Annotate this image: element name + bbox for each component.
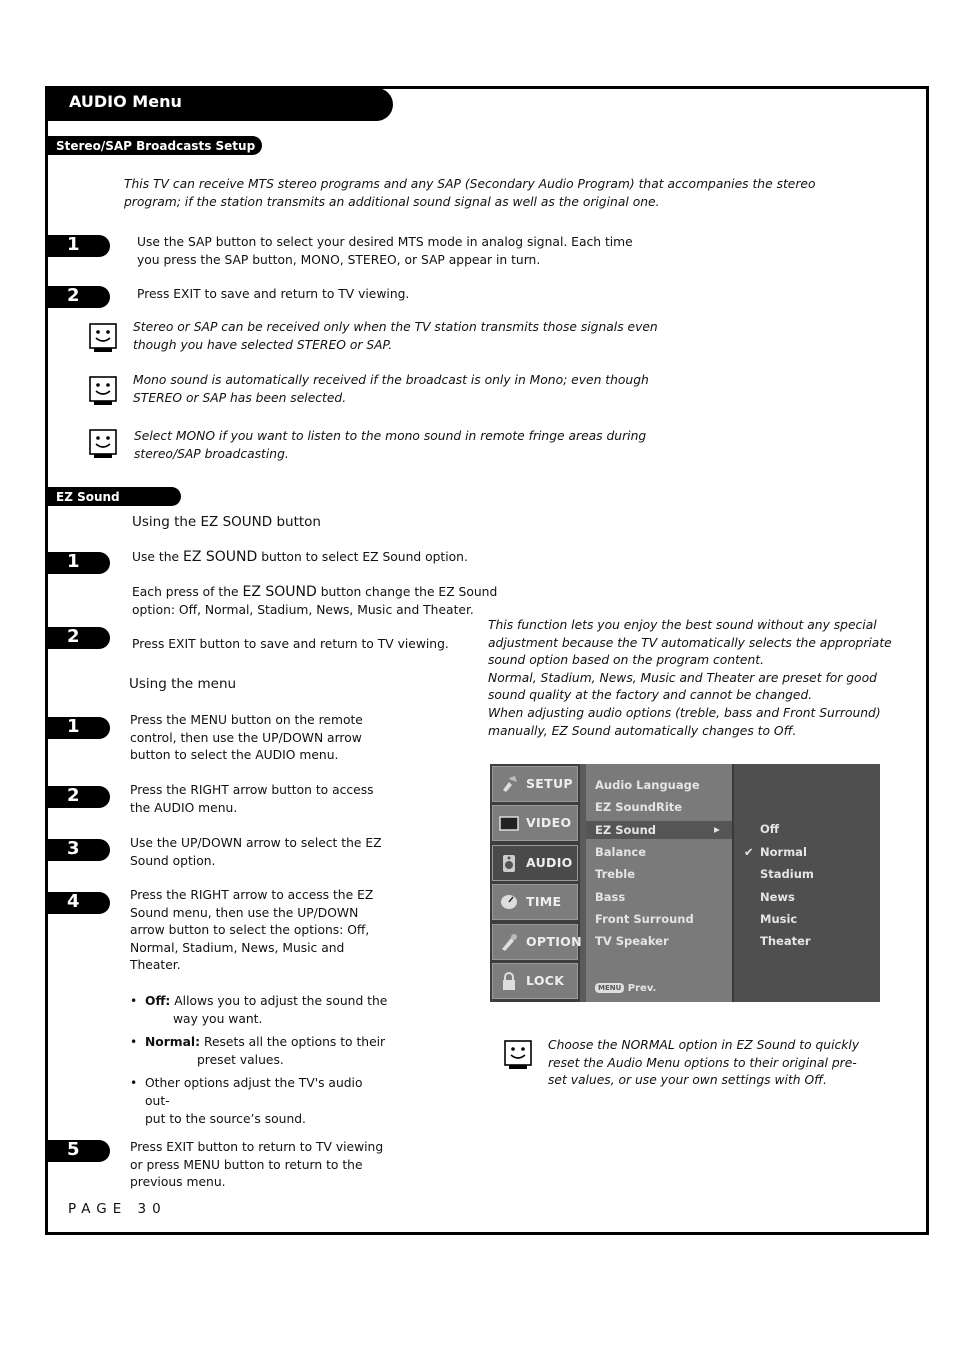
note-face-icon	[89, 429, 117, 459]
ez-button-step-2: Press EXIT button to save and return to TV viewing.	[132, 637, 449, 651]
section-header-sap	[48, 136, 262, 155]
section-header-ez-sound	[48, 487, 181, 506]
option-icon	[499, 932, 519, 952]
tv-item-ez-soundrite[interactable]: EZ SoundRite	[595, 800, 683, 814]
time-icon	[499, 892, 519, 912]
tv-item-treble[interactable]: Treble	[595, 867, 636, 881]
ez-button-step-1b: Each press of the EZ SOUND button change the EZ Sound option: Off, Normal, Stadium, News, Music and Theater.	[132, 584, 498, 617]
subheading-ez-button: Using the EZ SOUND button	[132, 514, 321, 530]
menu-key-icon: MENU	[595, 983, 624, 993]
note-face-icon	[89, 376, 117, 406]
tv-option-off[interactable]: Off	[760, 822, 780, 836]
check-icon: ✔	[744, 845, 754, 859]
step-number-badge: 2	[48, 627, 110, 649]
sap-note-2: Mono sound is automatically received if the broadcast is only in Mono; even though STEREO or SAP has been selected.	[133, 373, 649, 405]
page-title: AUDIO Menu	[69, 92, 182, 111]
sap-intro-line: This TV can receive MTS stereo programs and any SAP (Secondary Audio Program) that accompanies the stereo	[124, 177, 816, 191]
sap-intro-line: program; if the station transmits an additional sound signal as well as the original one.	[124, 194, 660, 209]
note-face-icon	[504, 1040, 532, 1070]
tv-tab-time[interactable]: TIME	[492, 884, 578, 920]
ez-sound-description: This function lets you enjoy the best sound without any special adjustment because the TV automatically selects the appropriate sound option based on the program content. Normal, Stadium, News, Music and Theater are preset for good sound quality at the factory and cannot be changed. When adjusting audio options (treble, bass and Front Surround) manually, EZ Sound automatically changes to Off.	[488, 618, 892, 738]
tv-tab-video[interactable]: VIDEO	[492, 805, 578, 841]
tv-tab-setup[interactable]: SETUP	[492, 766, 578, 802]
video-icon	[499, 813, 519, 833]
page-number: PAGE 30	[68, 1201, 167, 1217]
menu-step-3: Use the UP/DOWN arrow to select the EZ Sound option.	[130, 836, 382, 868]
step-number-badge: 2	[48, 286, 110, 308]
tv-option-theater[interactable]: Theater	[760, 934, 811, 948]
ez-sound-note: Choose the NORMAL option in EZ Sound to quickly reset the Audio Menu options to their original pre- set values, or use your own settings with Off.	[548, 1038, 860, 1088]
subheading-menu: Using the menu	[129, 676, 237, 692]
step-number-badge: 5	[48, 1140, 110, 1162]
tv-menu-items	[586, 764, 732, 1002]
menu-step-5: Press EXIT button to return to TV viewing or press MENU button to return to the previous menu.	[130, 1140, 384, 1190]
tv-tab-audio[interactable]: AUDIO	[492, 845, 578, 881]
step-number-badge: 1	[48, 717, 110, 739]
bullet-normal: • Normal: Resets all the options to their preset values.	[130, 1035, 386, 1067]
setup-icon	[499, 774, 519, 794]
section-title-sap: Stereo/SAP Broadcasts Setup	[56, 139, 256, 153]
tv-menu-sidebar	[490, 764, 580, 1002]
tv-item-tv-speaker[interactable]: TV Speaker	[595, 934, 669, 948]
tv-item-ez-sound[interactable]: EZ Sound ▸	[586, 821, 732, 839]
lock-icon	[499, 971, 519, 991]
tv-option-news[interactable]: News	[760, 890, 795, 904]
chevron-right-icon: ▸	[714, 822, 720, 836]
tv-item-bass[interactable]: Bass	[595, 890, 626, 904]
tv-ez-sound-options	[732, 764, 880, 1002]
step-number-badge: 1	[48, 552, 110, 574]
tv-prev-hint[interactable]	[595, 983, 656, 994]
step-number-badge: 1	[48, 235, 110, 257]
sap-step-2-text: Press EXIT to save and return to TV viewing.	[137, 287, 410, 301]
tv-item-front-surround[interactable]: Front Surround	[595, 912, 694, 926]
step-number-badge: 3	[48, 839, 110, 861]
sap-step-1-text: Use the SAP button to select your desired MTS mode in analog signal. Each time you press the SAP button, MONO, STEREO, or SAP appear in turn.	[137, 235, 633, 267]
tv-item-audio-language[interactable]: Audio Language	[595, 778, 700, 792]
tv-tab-option[interactable]: OPTION	[492, 924, 578, 960]
step-number-badge: 4	[48, 892, 110, 914]
tv-option-normal[interactable]: Normal	[760, 845, 807, 859]
tv-tab-lock[interactable]: LOCK	[492, 963, 578, 999]
page-title-bar	[45, 88, 393, 121]
menu-step-4: Press the RIGHT arrow to access the EZ Sound menu, then use the UP/DOWN arrow button to select the options: Off, Normal, Stadium, News, Music and Theater.	[130, 888, 374, 973]
tv-option-stadium[interactable]: Stadium	[760, 867, 814, 881]
sap-note-3: Select MONO if you want to listen to the mono sound in remote fringe areas during stereo/SAP broadcasting.	[134, 429, 647, 461]
tv-option-music[interactable]: Music	[760, 912, 798, 926]
tv-prev-label: Prev.	[627, 983, 657, 994]
menu-step-2: Press the RIGHT arrow button to access the AUDIO menu.	[130, 783, 374, 815]
option-bullet-list	[130, 993, 390, 1134]
note-face-icon	[89, 323, 117, 353]
section-title-ez-sound: EZ Sound	[56, 490, 120, 504]
tv-item-balance[interactable]: Balance	[595, 845, 647, 859]
menu-step-1: Press the MENU button on the remote control, then use the UP/DOWN arrow button to select the AUDIO menu.	[130, 713, 363, 763]
sap-intro	[124, 176, 816, 211]
step-number-badge: 2	[48, 786, 110, 808]
ez-button-step-1: Use the EZ SOUND button to select EZ Sound option.	[132, 549, 468, 565]
tv-menu-screenshot	[490, 764, 878, 1002]
bullet-off: • Off: Allows you to adjust the sound the way you want.	[130, 994, 388, 1026]
sap-note-1: Stereo or SAP can be received only when the TV station transmits those signals even though you have selected STEREO or SAP.	[133, 320, 658, 352]
audio-icon	[499, 853, 519, 873]
bullet-other: • Other options adjust the TV's audio out- put to the source’s sound.	[130, 1076, 363, 1126]
